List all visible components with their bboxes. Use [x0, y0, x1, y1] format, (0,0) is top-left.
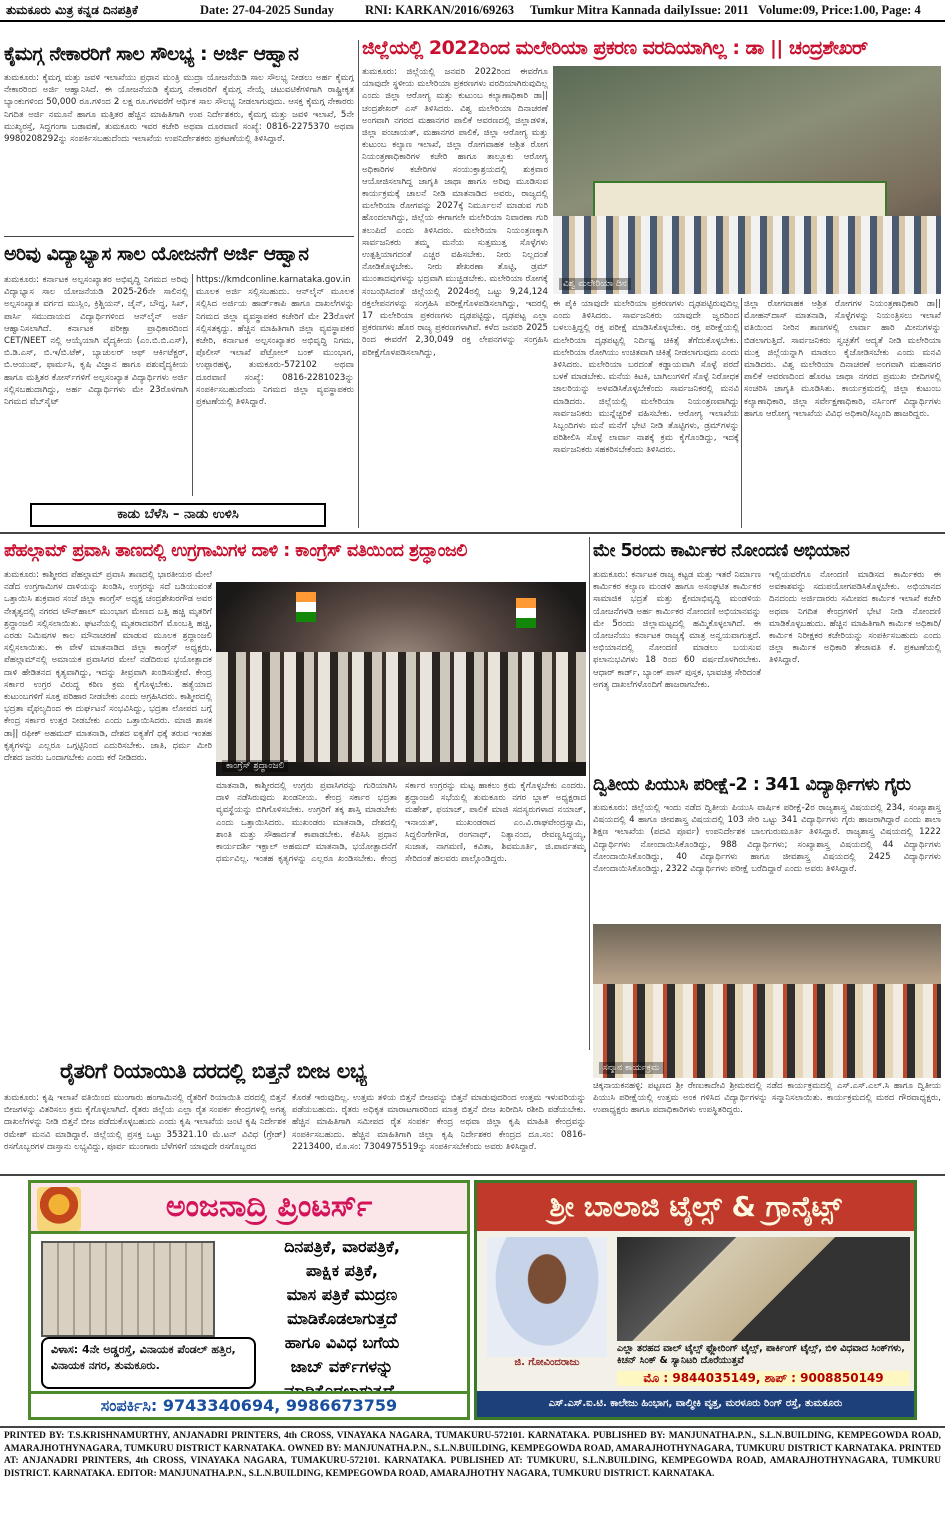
paper-logo: ತುಮಕೂರು ಮಿತ್ರ ಕನ್ನಡ ದಿನಪತ್ರಿಕೆ	[6, 3, 138, 17]
malaria-body-c: ಜಿಲ್ಲಾ ರೋಗವಾಹಕ ಆಶ್ರಿತ ರೋಗಗಳ ನಿಯಂತ್ರಣಾಧಿಕಾರಿ ಡಾ|| ಮೋಹನ್‌ದಾಸ್ ಮಾತನಾಡಿ, ಸೊಳ್ಳೆಗಳನ್ನು ನಿಯಂತ್ರಿಸಲು ಇಲಾಖೆ ವತಿಯಿಂದ ನೀರಿನ ತಾಣಗಳಲ್ಲಿ ಲಾರ್ವಾ ಹಾರಿ ಮೀನುಗಳನ್ನು ಬಿಡಲಾಗುತ್ತಿದೆ. ಸಾರ್ವಜನಿಕರು ಸ್ವಚ್ಛತೆಗೆ ಆದ್ಯತೆ ನೀಡಿ ಮಲೇರಿಯಾ ಮುಕ್ತ ಜಿಲ್ಲೆಯನ್ನಾಗಿ ಮಾಡಲು ಕೈಜೋಡಿಸಬೇಕು ಎಂದು ಮನವಿ ಮಾಡಿದರು. ವಿಶ್ವ ಮಲೇರಿಯಾ ದಿನಾಚರಣೆ ಅಂಗವಾಗಿ ಮಹಾನಗರ ಪಾಲಿಕೆ ಆವರಣದಿಂದ ಹೊರಟ ಜಾಥಾ ನಗರದ ಪ್ರಮುಖ ಬೀದಿಗಳಲ್ಲಿ ಸಂಚರಿಸಿ ಜಾಗೃತಿ ಮೂಡಿಸಿತು. ಕಾರ್ಯಕ್ರಮದಲ್ಲಿ ಜಿಲ್ಲಾ ಕುಟುಂಬ ಕಲ್ಯಾಣಾಧಿಕಾರಿ, ಜಿಲ್ಲಾ ಸರ್ವೇಕ್ಷಣಾಧಿಕಾರಿ, ನರ್ಸಿಂಗ್ ವಿದ್ಯಾರ್ಥಿಗಳು ಹಾಗೂ ಆರೋಗ್ಯ ಇಲಾಖೆಯ ವಿವಿಧ ಅಧಿಕಾರಿ/ಸಿಬ್ಬಂದಿ ಹಾಜರಿದ್ದರು.	[744, 299, 941, 419]
edu-headline: ಅರಿವು ವಿದ್ಯಾಭ್ಯಾಸ ಸಾಲ ಯೋಜನೆಗೆ ಅರ್ಜಿ ಆಹ್ವಾನ	[4, 243, 309, 265]
flag-icon	[516, 598, 536, 628]
puc-body: ತುಮಕೂರು: ಜಿಲ್ಲೆಯಲ್ಲಿ ಇಂದು ನಡೆದ ದ್ವಿತೀಯ ಪಿಯುಸಿ ವಾರ್ಷಿಕ ಪರೀಕ್ಷೆ-2ರ ರಾಜ್ಯಶಾಸ್ತ್ರ ವಿಷಯದಲ್ಲಿ 234, ಸಂಖ್ಯಾಶಾಸ್ತ್ರ ವಿಷಯದಲ್ಲಿ 4 ಹಾಗೂ ಜೀವಶಾಸ್ತ್ರ ವಿಷಯದಲ್ಲಿ 103 ಸೇರಿ ಒಟ್ಟು 341 ವಿದ್ಯಾರ್ಥಿಗಳು ಗೈರು ಹಾಜರಾಗಿದ್ದಾರೆ ಎಂದು ಶಾಲಾ ಶಿಕ್ಷಣ ಇಲಾಖೆಯ (ಪದವಿ ಪೂರ್ವ) ಉಪನಿರ್ದೇಶಕ ಬಾಲಗುರುಮೂರ್ತಿ ತಿಳಿಸಿದ್ದಾರೆ. ರಾಜ್ಯಶಾಸ್ತ್ರ ವಿಷಯದಲ್ಲಿ 1222 ವಿದ್ಯಾರ್ಥಿಗಳು ನೋಂದಾಯಿಸಿಕೊಂಡಿದ್ದು, 988 ವಿದ್ಯಾರ್ಥಿಗಳು; ಸಂಖ್ಯಾಶಾಸ್ತ್ರ ವಿಷಯದಲ್ಲಿ 44 ವಿದ್ಯಾರ್ಥಿಗಳು ನೋಂದಾಯಿಸಿಕೊಂಡಿದ್ದು, 40 ವಿದ್ಯಾರ್ಥಿಗಳು ಹಾಗೂ ಜೀವಶಾಸ್ತ್ರ ವಿಷಯದಲ್ಲಿ 2425 ವಿದ್ಯಾರ್ಥಿಗಳು ನೋಂದಾಯಿಸಿಕೊಂಡಿದ್ದು, 2322 ವಿದ್ಯಾರ್ಥಿಗಳು ಪರೀಕ್ಷೆ ಬರೆದಿದ್ದಾರೆ ಎಂದು ಅವರು ತಿಳಿಸಿದ್ದಾರೆ.	[593, 803, 941, 875]
proprietor-photo	[487, 1237, 607, 1357]
seeds-body-b: ಕೊರತೆ ಇರುವುದಿಲ್ಲ. ಉತ್ತಮ ತಳಿಯ ಬಿತ್ತನೆ ಬೀಜವನ್ನು ಬಿತ್ತನೆ ಮಾಡುವುದರಿಂದ ಉತ್ತಮ ಇಳುವರಿಯನ್ನು ಪಡೆಯಬಹುದು. ರೈತರು ಅಧಿಕೃತ ಮಾರಾಟಗಾರರಿಂದ ಮಾತ್ರ ಬಿತ್ತನೆ ಬೀಜ ಖರೀದಿಸಿ ರಶೀದಿ ಪಡೆಯಬೇಕು. ಹೆಚ್ಚಿನ ಮಾಹಿತಿಗಾಗಿ ಸಮೀಪದ ರೈತ ಸಂಪರ್ಕ ಕೇಂದ್ರ ಅಥವಾ ಜಿಲ್ಲಾ ಕೃಷಿ ಮಾಹಿತಿ ಕೇಂದ್ರವನ್ನು ಸಂಪರ್ಕಿಸಬಹುದು. ಹೆಚ್ಚಿನ ಮಾಹಿತಿಗಾಗಿ ಜಿಲ್ಲಾ ಕೃಷಿ ನಿರ್ದೇಶಕರ ಕೇಂದ್ರದ ದೂ.ಸಂ: 0816-2213400, ಮೊ.ಸಂ: 7304975519ನ್ನು ಸಂಪರ್ಕಿಸಬೇಕೆಂದು ಅವರು ತಿಳಿಸಿದ್ದಾರೆ.	[292, 1093, 586, 1152]
photo-label: ಸನ್ಮಾನ ಕಾರ್ಯಕ್ರಮ	[599, 1062, 664, 1074]
ad-phone: ಸಂಪರ್ಕಿಸಿ: 9743340694, 9986673759	[31, 1391, 467, 1417]
loan-headline: ಕೈಮಗ್ಗ ನೇಕಾರರಿಗೆ ಸಾಲ ಸೌಲಭ್ಯ : ಅರ್ಜಿ ಆಹ್ವಾನ	[4, 43, 299, 65]
photo-label: ವಿಶ್ವ ಮಲೇರಿಯಾ ದಿನ	[559, 278, 631, 290]
seeds-headline: ರೈತರಿಗೆ ರಿಯಾಯಿತಿ ದರದಲ್ಲಿ ಬಿತ್ತನೆ ಬೀಜ ಲಭ್ಯ	[60, 1059, 367, 1083]
tiles-photo	[617, 1237, 910, 1341]
column-rule	[192, 274, 193, 496]
edu-body-right: https://kmdconline.karnataka.gov.in ಮೂಲಕ ಅರ್ಜಿ ಸಲ್ಲಿಸಬಹುದು. ಆನ್‌ಲೈನ್ ಮೂಲಕ ಸಲ್ಲಿಸಿದ ಅರ್ಜಿಯ ಹಾರ್ಡ್‌ಕಾಪಿ ಹಾಗೂ ದಾಖಲೆಗಳನ್ನು ನಿಗಮದ ಜಿಲ್ಲಾ ವ್ಯವಸ್ಥಾಪಕರ ಕಚೇರಿಗೆ ಮೇ 23ರೊಳಗೆ ಸಲ್ಲಿಸತಕ್ಕದ್ದು. ಹೆಚ್ಚಿನ ಮಾಹಿತಿಗಾಗಿ ಜಿಲ್ಲಾ ವ್ಯವಸ್ಥಾಪಕರ ಕಚೇರಿ, ಕರ್ನಾಟಕ ಅಲ್ಪಸಂಖ್ಯಾತರ ಅಭಿವೃದ್ಧಿ ನಿಗಮ, ಪೊಲೀಸ್ ಇಲಾಖೆ ಪೆಟ್ರೋಲ್ ಬಂಕ್ ಮುಂಭಾಗ, ಉಪ್ಪಾರಹಳ್ಳಿ, ತುಮಕೂರು-572102 ಅಥವಾ ದೂರವಾಣಿ ಸಂಖ್ಯೆ: 0816-2281023ನ್ನು ಸಂಪರ್ಕಿಸಬಹುದೆಂದು ನಿಗಮದ ಜಿಲ್ಲಾ ವ್ಯವಸ್ಥಾಪಕರು ಪ್ರಕಟಣೆಯಲ್ಲಿ ತಿಳಿಸಿದ್ದಾರೆ.	[196, 275, 354, 408]
crowd	[216, 652, 586, 762]
candlelight-vigil-photo	[216, 582, 586, 776]
edu-body-left: ತುಮಕೂರು: ಕರ್ನಾಟಕ ಅಲ್ಪಸಂಖ್ಯಾತರ ಅಭಿವೃದ್ಧಿ ನಿಗಮದ ಅರಿವು ವಿದ್ಯಾಭ್ಯಾಸ ಸಾಲ ಯೋಜನೆಯಡಿ 2025-26ನೇ ಸಾಲಿನಲ್ಲಿ ಅಲ್ಪಸಂಖ್ಯಾತ ವರ್ಗದ ಮುಸ್ಲಿಂ, ಕ್ರಿಶ್ಚಿಯನ್, ಜೈನ್, ಬೌದ್ಧ, ಸಿಖ್, ಪಾರ್ಸಿ ಸಮುದಾಯದ ವಿದ್ಯಾರ್ಥಿಗಳಿಂದ ಆನ್‌ಲೈನ್ ಅರ್ಜಿ ಆಹ್ವಾನಿಸಲಾಗಿದೆ. ಕರ್ನಾಟಕ ಪರೀಕ್ಷಾ ಪ್ರಾಧಿಕಾರದಿಂದ CET/NEET ನಲ್ಲಿ ಆಯ್ಕೆಯಾಗಿ ವೈದ್ಯಕೀಯ (ಎಂ.ಬಿ.ಬಿ.ಎಸ್), ಬಿ.ಡಿ.ಎಸ್, ಬಿ.ಇ/ಬಿ.ಟೆಕ್, ಬ್ಯಾಚುಲರ್ ಆಫ್ ಆರ್ಕಿಟೆಕ್ಚರ್, ಬಿ.ಆಯುಷ್, ಫಾರ್ಮಸಿ, ಕೃಷಿ ವಿಜ್ಞಾನ ಹಾಗೂ ಪಶುವೈದ್ಯಕೀಯ ಹಾಗೂ ಮತ್ತಿತರ ಕೋರ್ಸ್‌ಗಳಿಗೆ ಅಲ್ಪಸಂಖ್ಯಾತ ವಿದ್ಯಾರ್ಥಿಗಳು ಅರ್ಜಿ ಸಲ್ಲಿಸಬಹುದಾಗಿದ್ದು, ಅರ್ಹ ವಿದ್ಯಾರ್ಥಿಗಳು ಮೇ 23ರೊಳಗಾಗಿ ನಿಗಮದ ವೆಬ್‌ಸೈಟ್	[4, 275, 188, 408]
service-line: ಮಾಡಿಕೊಡಲಾಗುತ್ತದೆ	[287, 1309, 397, 1328]
loan-body: ತುಮಕೂರು: ಕೈಮಗ್ಗ ಮತ್ತು ಜವಳಿ ಇಲಾಖೆಯು ಪ್ರಧಾನ ಮಂತ್ರಿ ಮುದ್ರಾ ಯೋಜನೆಯಡಿ ಸಾಲ ಸೌಲಭ್ಯ ನೀಡಲು ಅರ್ಹ ಕೈಮಗ್ಗ ನೇಕಾರರಿಂದ ಅರ್ಜಿ ಆಹ್ವಾನಿಸಿದೆ. ಈ ಯೋಜನೆಯಡಿ ಕೈಮಗ್ಗ ನೇಕಾರರಿಗೆ ಕೈಮಗ್ಗ ನೇಯ್ಗೆ ಚಟುವಟಿಕೆಗಳಿಗಾಗಿ ರಾಷ್ಟ್ರೀಕೃತ ಬ್ಯಾಂಕುಗಳಿಂದ 50,000 ರೂ.ಗಳಿಂದ 2 ಲಕ್ಷ ರೂ.ಗಳವರೆಗೆ ಆರ್ಥಿಕ ಸಾಲ ಸೌಲಭ್ಯ ನೀಡಲಾಗುವುದು. ಆಸಕ್ತ ಕೈಮಗ್ಗ ನೇಕಾರರು ನಿಗದಿತ ಅರ್ಜಿ ನಮೂನೆ ಹಾಗೂ ಮತ್ತಿತರ ಹೆಚ್ಚಿನ ಮಾಹಿತಿಗಾಗಿ ಉಪ ನಿರ್ದೇಶಕರು, ಕೈಮಗ್ಗ ಮತ್ತು ಜವಳಿ ಇಲಾಖೆ, 5ನೇ ಮುಖ್ಯರಸ್ತೆ, ಸಿದ್ದಗಂಗಾ ಬಡಾವಣೆ, ತುಮಕೂರು ಇವರ ಕಚೇರಿ ಅಥವಾ ದೂರವಾಣಿ ಸಂಖ್ಯೆ: 0816-2275370 ಅಥವಾ 9980208292ನ್ನು ಸಂಪರ್ಕಿಸಬಹುದೆಂದು ಇಲಾಖೆಯ ಉಪನಿರ್ದೇಶಕರು ಪ್ರಕಟಣೆಯಲ್ಲಿ ತಿಳಿಸಿದ್ದಾರೆ.	[4, 73, 354, 145]
section-divider	[0, 1174, 945, 1176]
divider	[4, 236, 354, 237]
service-line: ಜಾಬ್ ವರ್ಕ್‌ಗಳನ್ನು	[290, 1357, 394, 1376]
volume-price-page: Volume:09, Price:1.00, Page: 4	[758, 3, 921, 17]
malaria-body-b: ಈ ಪೈಕಿ ಯಾವುದೇ ಮಲೇರಿಯಾ ಪ್ರಕರಣಗಳು ದೃಢಪಟ್ಟಿರುವುದಿಲ್ಲ ಎಂದು ತಿಳಿಸಿದರು. ಸಾರ್ವಜನಿಕರು ಯಾವುದೇ ಜ್ವರದಿಂದ ಬಳಲುತ್ತಿದ್ದಲ್ಲಿ ರಕ್ತ ಪರೀಕ್ಷೆ ಮಾಡಿಸಿಕೊಳ್ಳಬೇಕು. ರಕ್ತ ಪರೀಕ್ಷೆಯಲ್ಲಿ ಮಲೇರಿಯಾ ದೃಢಪಟ್ಟಲ್ಲಿ ನಿರ್ದಿಷ್ಟ ಚಿಕಿತ್ಸೆ ತೆಗೆದುಕೊಳ್ಳಬೇಕು. ಮಲೇರಿಯಾ ರೋಗಿಯು ಉಚಿತವಾಗಿ ಚಿಕಿತ್ಸೆ ನೀಡಲಾಗುವುದು ಎಂದು ತಿಳಿಸಿದರು. ಮಲೇರಿಯಾ ಬರದಂತೆ ಕಡ್ಡಾಯವಾಗಿ ಸೊಳ್ಳೆ ಪರದೆ ಬಳಕೆ ಮಾಡಬೇಕು. ಮನೆಯ ಕಿಟಕಿ, ಬಾಗಿಲುಗಳಿಗೆ ಸೊಳ್ಳೆ ನಿರೋಧಕ ಜಾಲರಿಯನ್ನು ಅಳವಡಿಸಿಕೊಳ್ಳಬೇಕೆಂದು ಸಾರ್ವಜನಿಕರಲ್ಲಿ ಮನವಿ ಮಾಡಿದರು. ಜಿಲ್ಲೆಯಲ್ಲಿ ಮಲೇರಿಯಾ ನಿಯಂತ್ರಣವಾಗಿದ್ದು ಸಾರ್ವಜನಿಕರು ಮುನ್ನೆಚ್ಚರಿಕೆ ವಹಿಸಬೇಕು. ಆರೋಗ್ಯ ಇಲಾಖೆಯ ಸಿಬ್ಬಂದಿಗಳು ಮನೆ ಮನೆಗೆ ಭೇಟಿ ನೀಡಿ ತೊಟ್ಟಿಗಳು, ಡ್ರಮ್‌ಗಳನ್ನು ಪರಿಶೀಲಿಸಿ ಸೊಳ್ಳೆ ಲಾರ್ವಾ ನಾಶಕ್ಕೆ ಕ್ರಮ ಕೈಗೊಂಡಿದ್ದು, ಇದಕ್ಕೆ ಸಾರ್ವಜನಿಕರು ಸಹಕರಿಸಬೇಕೆಂದು ತಿಳಿಸಿದರು.	[553, 299, 739, 456]
ad-address: ಎಸ್.ಎಸ್.ಐ.ಟಿ. ಕಾಲೇಜು ಹಿಂಭಾಗ, ವಾಲ್ಮೀಕಿ ವೃತ್ತ, ಮರಳೂರು ರಿಂಗ್ ರಸ್ತೆ, ತುಮಕೂರು	[477, 1391, 914, 1417]
service-line: ಮಾಸ ಪತ್ರಿಕೆ ಮುದ್ರಣ	[286, 1285, 398, 1304]
proprietor-name: ಜಿ. ಗೋವಿಂದರಾಜು	[514, 1357, 580, 1368]
imprint-footer: PRINTED BY: T.S.KRISHNAMURTHY, ANJANADRI PRINTERS, 4th CROSS, VINAYAKA NAGARA, TUMAKURU-572101. KARNATAKA. PUBLISHED BY: MANJUNATHA.P.N., S.L.N.BUILDING, KEMPEGOWDA ROAD, AMARAJHOTHYNAGARA, TUMKURU DISTRICT KARNATAKA. OWNED BY: MANJUNATHA.P.N., S.L.N.BUILDING, KEMPEGOWDA ROAD, AMARAJHOTHYNAGARA, TUMKURU DISTRICT KARNATAKA. PRINTED AT: ANJANADRI PRINTERS, 4th CROSS, VINAYAKA NAGARA, TUMAKURU-572101. KARNATAKA. PUBLISHED AT: TUMKURU, S.L.N.BUILDING, KEMPEGOWDA ROAD, AMARAJHOTHYNAGARA, TUMKURU DISTRICT. KARNATAKA. EDITOR: MANJUNATHA.P.N., S.L.N.BUILDING, KEMPEGOWDA ROAD, AMARAJHOTHY NAGARA, TUMKURU DISTRICT. KARNATAKA.	[4, 1431, 941, 1479]
column-rule	[589, 537, 590, 1050]
service-line: ಪಾಕ್ಷಿಕ ಪತ್ರಿಕೆ,	[306, 1261, 378, 1280]
pahalgam-body-b: ಮಾತನಾಡಿ, ಕಾಶ್ಮೀರದಲ್ಲಿ ಉಗ್ರರು ಪ್ರವಾಸಿಗರನ್ನು ಗುರಿಯಾಗಿಸಿ ದಾಳಿ ನಡೆಸಿರುವುದು ಖಂಡನೀಯ. ಕೇಂದ್ರ ಸರ್ಕಾರ ಭದ್ರತಾ ವ್ಯವಸ್ಥೆಯನ್ನು ಬಿಗಿಗೊಳಿಸಬೇಕು. ಉಗ್ರರಿಗೆ ತಕ್ಕ ಶಾಸ್ತಿ ಮಾಡಬೇಕು ಎಂದು ಒತ್ತಾಯಿಸಿದರು. ಮುಖಂಡರು ಮಾತನಾಡಿ, ದೇಶದಲ್ಲಿ ಶಾಂತಿ ಮತ್ತು ಸೌಹಾರ್ದತೆ ಕಾಪಾಡಬೇಕು. ಕೆಪಿಸಿಸಿ ಪ್ರಧಾನ ಕಾರ್ಯದರ್ಶಿ ಇಕ್ಬಾಲ್ ಅಹಮದ್ ಮಾತನಾಡಿ, ಭಯೋತ್ಪಾದನೆಗೆ ಧರ್ಮವಿಲ್ಲ. ಇಂತಹ ಕೃತ್ಯಗಳನ್ನು ಎಲ್ಲರೂ ಖಂಡಿಸಬೇಕು. ಕೇಂದ್ರ ಸರ್ಕಾರ ಉಗ್ರರನ್ನು ಮಟ್ಟ ಹಾಕಲು ಕ್ರಮ ಕೈಗೊಳ್ಳಬೇಕು ಎಂದರು. ಶ್ರದ್ಧಾಂಜಲಿ ಸಭೆಯಲ್ಲಿ ತುಮಕೂರು ನಗರ ಬ್ಲಾಕ್ ಅಧ್ಯಕ್ಷರಾದ ಮಹೇಶ್, ಫಯಾಜ್, ಪಾಲಿಕೆ ಮಾಜಿ ಸದಸ್ಯರುಗಳಾದ ನಯಾಜ್, ಇನಾಯತ್, ಮುಖಂಡರಾದ ಎಂ.ವಿ.ರಾಘವೇಂದ್ರಸ್ವಾಮಿ, ಸಿದ್ದಲಿಂಗೇಗೌಡ, ರಂಗನಾಥ್, ನಿತ್ಯಾನಂದ, ರೇವಣ್ಣಸಿದ್ದಯ್ಯ, ಸುಜಾತ, ನಾಗಮಣಿ, ಕವಿತಾ, ಶಿವಮೂರ್ತಿ, ಜಿ.ಪಾರ್ವತಮ್ಮ ಸೇರಿದಂತೆ ಹಲವರು ಪಾಲ್ಗೊಂಡಿದ್ದರು.	[216, 781, 586, 865]
ad-phone: ಮೊ : 9844035149, ಶಾಪ್ : 9008850149	[617, 1371, 910, 1386]
ad-title: ಶ್ರೀ ಬಾಲಾಜಿ ಟೈಲ್ಸ್ & ಗ್ರಾನೈಟ್ಸ್	[477, 1183, 914, 1231]
pahalgam-headline: ಪೆಹಲ್ಗಾಮ್ ಪ್ರವಾಸಿ ತಾಣದಲ್ಲಿ ಉಗ್ರಗಾಮಿಗಳ ದಾಳಿ : ಕಾಂಗ್ರೆಸ್ ವತಿಯಿಂದ ಶ್ರದ್ಧಾಂಜಲಿ	[4, 541, 467, 561]
malaria-headline: ಜಿಲ್ಲೆಯಲ್ಲಿ 2022ರಿಂದ ಮಲೇರಿಯಾ ಪ್ರಕರಣ ವರದಿಯಾಗಿಲ್ಲ : ಡಾ || ಚಂದ್ರಶೇಖರ್	[362, 37, 868, 59]
malaria-rally-photo	[553, 66, 941, 294]
photo-label: ಕಾಂಗ್ರೆಸ್ ಶ್ರದ್ಧಾಂಜಲಿ	[222, 760, 288, 772]
section-divider	[0, 532, 945, 534]
labour-headline: ಮೇ 5ರಂದು ಕಾರ್ಮಿಕರ ನೋಂದಣಿ ಅಭಿಯಾನ	[593, 541, 850, 561]
malaria-body-a: ತುಮಕೂರು: ಜಿಲ್ಲೆಯಲ್ಲಿ ಜನವರಿ 2022ರಿಂದ ಈವರೆಗೂ ಯಾವುದೇ ಸ್ಥಳೀಯ ಮಲೇರಿಯಾ ಪ್ರಕರಣಗಳು ವರದಿಯಾಗಿರುವುದಿಲ್ಲ ಎಂದು ಜಿಲ್ಲಾ ಆರೋಗ್ಯ ಮತ್ತು ಕುಟುಂಬ ಕಲ್ಯಾಣಾಧಿಕಾರಿ ಡಾ|| ಚಂದ್ರಶೇಖರ್ ಎಸ್ ತಿಳಿಸಿದರು. ವಿಶ್ವ ಮಲೇರಿಯಾ ದಿನಾಚರಣೆ ಅಂಗವಾಗಿ ನಗರದ ಮಹಾನಗರ ಪಾಲಿಕೆ ಆವರಣದಲ್ಲಿ ಜಿಲ್ಲಾಡಳಿತ, ಜಿಲ್ಲಾ ಪಂಚಾಯತ್, ಮಹಾನಗರ ಪಾಲಿಕೆ, ಜಿಲ್ಲಾ ಆರೋಗ್ಯ ಮತ್ತು ಕುಟುಂಬ ಕಲ್ಯಾಣ ಇಲಾಖೆ, ಜಿಲ್ಲಾ ರೋಗವಾಹಕ ಆಶ್ರಿತ ರೋಗ ನಿಯಂತ್ರಣಾಧಿಕಾರಿಗಳ ಕಚೇರಿ ಹಾಗೂ ತಾಲ್ಲೂಕು ಆರೋಗ್ಯ ಅಧಿಕಾರಿಗಳ ಕಚೇರಿಗಳ ಸಂಯುಕ್ತಾಶ್ರಯದಲ್ಲಿ ಶುಕ್ರವಾರ ಆಯೋಜಿಸಲಾಗಿದ್ದ ಜಾಗೃತಿ ಜಾಥಾ ಹಾಗೂ ಅರಿವು ಮೂಡಿಸುವ ಕಾರ್ಯಕ್ರಮಕ್ಕೆ ಚಾಲನೆ ನೀಡಿ ಮಾತನಾಡಿದ ಅವರು, ರಾಜ್ಯದಲ್ಲಿ ಮಲೇರಿಯಾ ರೋಗವನ್ನು 2027ಕ್ಕೆ ನಿರ್ಮೂಲನೆ ಮಾಡುವ ಗುರಿ ಹೊಂದಲಾಗಿದ್ದು, ಜಿಲ್ಲೆಯ ಈಗಾಗಲೇ ಮಲೇರಿಯಾ ನಿವಾರಣಾ ಗುರಿ ತಲುಪಿದೆ ಎಂದು ತಿಳಿಸಿದರು. ಮಲೇರಿಯಾ ನಿಯಂತ್ರಣಕ್ಕಾಗಿ ಸಾರ್ವಜನಿಕರು ತಮ್ಮ ಮನೆಯ ಸುತ್ತಮುತ್ತ ಸೊಳ್ಳೆಗಳು ಉತ್ಪತ್ತಿಯಾಗದಂತೆ ಎಚ್ಚರ ವಹಿಸಬೇಕು. ನೀರು ನಿಲ್ಲದಂತೆ ನೋಡಿಕೊಳ್ಳಬೇಕು. ನೀರು ಶೇಖರಣಾ ತೊಟ್ಟಿ, ಡ್ರಮ್ ಮುಂತಾದವುಗಳನ್ನು ಭದ್ರವಾಗಿ ಮುಚ್ಚಿಡಬೇಕು. ಮಲೇರಿಯಾ ರೋಗಕ್ಕೆ ಸಂಬಂಧಿಸಿದಂತೆ ಜಿಲ್ಲೆಯಲ್ಲಿ 2024ರಲ್ಲಿ ಒಟ್ಟು 9,24,124 ರಕ್ತಲೇಪನಗಳನ್ನು ಸಂಗ್ರಹಿಸಿ ಪರೀಕ್ಷೆಗೊಳಪಡಿಸಲಾಗಿದ್ದು, ಇದರಲ್ಲಿ 17 ಮಲೇರಿಯಾ ಪ್ರಕರಣಗಳು ದೃಢಪಟ್ಟಿದ್ದು, ದೃಢಪಟ್ಟ ಎಲ್ಲಾ ಪ್ರಕರಣಗಳು ಹೊರ ರಾಜ್ಯ ಪ್ರಕರಣಗಳಾಗಿವೆ. ಕಳೆದ ಜನವರಿ 2025 ರಿಂದ ಈವರೆಗೆ 2,30,049 ರಕ್ತ ಲೇಪನಗಳನ್ನು ಸಂಗ್ರಹಿಸಿ ಪರೀಕ್ಷೆಗೊಳಪಡಿಸಲಾಗಿದ್ದು,	[362, 67, 548, 358]
column-rule	[358, 40, 359, 528]
paper-name: Tumkur Mitra Kannada daily	[530, 3, 691, 17]
issue-date: Date: 27-04-2025 Sunday	[200, 3, 335, 17]
ad-title: ಅಂಜನಾದ್ರಿ ಪ್ರಿಂಟರ್ಸ್	[31, 1183, 467, 1234]
flag-icon	[296, 592, 316, 622]
service-line: ದಿನಪತ್ರಿಕೆ, ವಾರಪತ್ರಿಕೆ,	[284, 1237, 400, 1256]
labour-body-a: ತುಮಕೂರು: ಕರ್ನಾಟಕ ರಾಜ್ಯ ಕಟ್ಟಡ ಮತ್ತು ಇತರೆ ನಿರ್ಮಾಣ ಕಾರ್ಮಿಕರ ಕಲ್ಯಾಣ ಮಂಡಳಿ ಹಾಗೂ ಅಸಂಘಟಿತ ಕಾರ್ಮಿಕರ ಸಾಮಾಜಿಕ ಭದ್ರತೆ ಮತ್ತು ಕ್ಷೇಮಾಭಿವೃದ್ಧಿ ಮಂಡಳಿಯ ಯೋಜನೆಗಳಡಿ ಅರ್ಹ ಕಾರ್ಮಿಕರ ನೋಂದಣಿ ಅಭಿಯಾನವನ್ನು ಮೇ 5ರಂದು ಜಿಲ್ಲಾಮಟ್ಟದಲ್ಲಿ ಹಮ್ಮಿಕೊಳ್ಳಲಾಗಿದೆ. ಈ ಯೋಜನೆಯು ಕರ್ನಾಟಕ ರಾಜ್ಯಕ್ಕೆ ಮಾತ್ರ ಅನ್ವಯವಾಗುತ್ತದೆ. ಅಭಿಯಾನದಲ್ಲಿ ನೋಂದಣಿ ಮಾಡಲು ಬಯಸುವ ಫಲಾನುಭವಿಗಳು 18 ರಿಂದ 60 ವರ್ಷದೊಳಗಿರಬೇಕು. ಆಧಾರ್ ಕಾರ್ಡ್, ಬ್ಯಾಂಕ್ ಪಾಸ್ ಪುಸ್ತಕ, ಭಾವಚಿತ್ರ ಸೇರಿದಂತೆ ಅಗತ್ಯ ದಾಖಲೆಗಳೊಂದಿಗೆ ಹಾಜರಾಗಬೇಕು.	[593, 570, 761, 690]
ad-tagline: ಎಲ್ಲಾ ತರಹದ ವಾಲ್ ಟೈಲ್ಸ್ ಫ್ಲೋರಿಂಗ್ ಟೈಲ್ಸ್, ಪಾರ್ಕಿಂಗ್ ಟೈಲ್ಸ್, ಬಿಳಿ ವಿಧವಾದ ಸಿಂಕ್‌ಗಳು, ಕಿಚನ್ ಸಿಂಕ್ & ಸ್ಯಾನಿಟರಿ ದೊರೆಯುತ್ತವೆ	[617, 1343, 905, 1366]
service-line: ಹಾಗೂ ವಿವಿಧ ಬಗೆಯ	[284, 1333, 400, 1352]
column-rule	[741, 298, 742, 528]
pahalgam-body-a: ತುಮಕೂರು: ಕಾಶ್ಮೀರದ ಪೆಹಲ್ಗಾಮ್ ಪ್ರವಾಸಿ ತಾಣದಲ್ಲಿ ಭಾರತೀಯರ ಮೇಲೆ ನಡೆದ ಉಗ್ರಗಾಮಿಗಳ ದಾಳಿಯನ್ನು ಖಂಡಿಸಿ, ಉಗ್ರರನ್ನು ಸದೆ ಬಡಿಯುವಂತೆ ಒತ್ತಾಯಿಸಿ ಶುಕ್ರವಾರ ಸಂಜೆ ಜಿಲ್ಲಾ ಕಾಂಗ್ರೆಸ್ ಅಧ್ಯಕ್ಷ ಚಂದ್ರಶೇಖರಗೌಡ ಅವರ ನೇತೃತ್ವದಲ್ಲಿ ನಗರದ ಟೌನ್‌ಹಾಲ್ ಮುಂಭಾಗ ಮೇಣದ ಬತ್ತಿ ಹಚ್ಚಿ ಮೃತರಿಗೆ ಶ್ರದ್ಧಾಂಜಲಿ ಸಲ್ಲಿಸಲಾಯಿತು. ಘಟನೆಯಲ್ಲಿ ಮೃತರಾದವರಿಗೆ ಮೊಂಬತ್ತಿ ಹಚ್ಚಿ, ಎರಡು ನಿಮಿಷಗಳ ಕಾಲ ಮೌನಾಚರಣೆ ಮಾಡುವ ಮೂಲಕ ಶ್ರದ್ಧಾಂಜಲಿ ಸಲ್ಲಿಸಲಾಯಿತು. ಈ ವೇಳೆ ಮಾತನಾಡಿದ ಜಿಲ್ಲಾ ಕಾಂಗ್ರೆಸ್ ಅಧ್ಯಕ್ಷರು, ಪೆಹಲ್ಗಾಮ್‌ನಲ್ಲಿ ಅಮಾಯಕ ಪ್ರವಾಸಿಗರ ಮೇಲೆ ನಡೆದಿರುವ ಭಯೋತ್ಪಾದಕ ದಾಳಿ ಹೇಡಿತನದ ಕೃತ್ಯವಾಗಿದ್ದು, ಇದನ್ನು ತೀವ್ರವಾಗಿ ಖಂಡಿಸುತ್ತೇವೆ. ಕೇಂದ್ರ ಸರ್ಕಾರ ಉಗ್ರರ ವಿರುದ್ಧ ಕಠಿಣ ಕ್ರಮ ಕೈಗೊಳ್ಳಬೇಕು. ಹತ್ಯೆಯಾದ ಕುಟುಂಬಗಳಿಗೆ ಸೂಕ್ತ ಪರಿಹಾರ ನೀಡಬೇಕು ಎಂದು ಆಗ್ರಹಿಸಿದರು. ಕಾಶ್ಮೀರದಲ್ಲಿ ಭದ್ರತಾ ವೈಫಲ್ಯದಿಂದ ಈ ದುರ್ಘಟನೆ ಸಂಭವಿಸಿದ್ದು, ಭದ್ರತಾ ಲೋಪದ ಬಗ್ಗೆ ಕೇಂದ್ರ ಸರ್ಕಾರ ಉತ್ತರ ನೀಡಬೇಕು ಎಂದು ಒತ್ತಾಯಿಸಿದರು. ಮಾಜಿ ಶಾಸಕ ಡಾ|| ರಫೀಕ್ ಅಹಮದ್ ಮಾತನಾಡಿ, ದೇಶದ ಐಕ್ಯತೆಗೆ ಧಕ್ಕೆ ತರುವ ಇಂತಹ ಕೃತ್ಯಗಳನ್ನು ಎಲ್ಲರೂ ಒಗ್ಗಟ್ಟಿನಿಂದ ಎದುರಿಸಬೇಕು. ಜಾತಿ, ಧರ್ಮ ಮೀರಿ ದೇಶದ ಜನರು ಒಂದಾಗಬೇಕು ಎಂದು ಕರೆ ನೀಡಿದರು.	[4, 570, 212, 764]
masthead	[0, 0, 945, 22]
section-divider	[0, 1426, 945, 1428]
issue-number: Issue: 2011	[690, 3, 749, 17]
labour-body-b: ಇಲ್ಲಿಯವರೆಗೂ ನೋಂದಣಿ ಮಾಡಿಸದ ಕಾರ್ಮಿಕರು ಈ ಅವಕಾಶವನ್ನು ಸದುಪಯೋಗಪಡಿಸಿಕೊಳ್ಳಬೇಕು. ಅಭಿಯಾನದ ದಿನದಂದು ಅರ್ಜಿದಾರರು ಸಮೀಪದ ಕಾರ್ಮಿಕ ಇಲಾಖೆ ಕಚೇರಿ ಅಥವಾ ನಿಗದಿತ ಕೇಂದ್ರಗಳಿಗೆ ಭೇಟಿ ನೀಡಿ ನೋಂದಣಿ ಮಾಡಿಕೊಳ್ಳಬಹುದು. ಹೆಚ್ಚಿನ ಮಾಹಿತಿಗಾಗಿ ಕಾರ್ಮಿಕ ಅಧಿಕಾರಿ/ಕಾರ್ಮಿಕ ನಿರೀಕ್ಷಕರ ಕಚೇರಿಯನ್ನು ಸಂಪರ್ಕಿಸಬಹುದು ಎಂದು ಜಿಲ್ಲಾ ಕಾರ್ಮಿಕ ಅಧಿಕಾರಿ ತೇಜಾವತಿ ಕೆ. ಪ್ರಕಟಣೆಯಲ್ಲಿ ತಿಳಿಸಿದ್ದಾರೆ.	[769, 570, 941, 666]
slogan-banner: ಕಾಡು ಬೆಳೆಸಿ – ನಾಡು ಉಳಿಸಿ	[30, 503, 326, 527]
felicitation-photo	[593, 924, 941, 1078]
ad-address: ವಿಳಾಸ: 4ನೇ ಅಡ್ಡರಸ್ತೆ, ವಿನಾಯಕ ಪೆಂಡಲ್ ಹತ್ತಿರ, ವಿನಾಯಕ ನಗರ, ತುಮಕೂರು.	[41, 1337, 256, 1389]
puc-photo-caption: ಚಿಕ್ಕನಾಯಕನಹಳ್ಳಿ: ಪಟ್ಟಣದ ಶ್ರೀ ರೇಣುಕಾದೇವಿ ಶ್ರೀಮಠದಲ್ಲಿ ನಡೆದ ಕಾರ್ಯಕ್ರಮದಲ್ಲಿ ಎಸ್.ಎಸ್.ಎಲ್.ಸಿ ಹಾಗೂ ದ್ವಿತೀಯ ಪಿಯುಸಿ ಪರೀಕ್ಷೆಯಲ್ಲಿ ಉತ್ತಮ ಅಂಕ ಗಳಿಸಿದ ವಿದ್ಯಾರ್ಥಿಗಳನ್ನು ಸನ್ಮಾನಿಸಲಾಯಿತು. ಕಾರ್ಯಕ್ರಮದಲ್ಲಿ ಮಠದ ಗೌರವಾಧ್ಯಕ್ಷರು, ಉಪಾಧ್ಯಕ್ಷರು ಹಾಗೂ ಪದಾಧಿಕಾರಿಗಳು ಉಪಸ್ಥಿತರಿದ್ದರು.	[593, 1081, 941, 1116]
puc-headline: ದ್ವಿತೀಯ ಪಿಯುಸಿ ಪರೀಕ್ಷೆ-2 : 341 ವಿದ್ಯಾರ್ಥಿಗಳು ಗೈರು	[593, 775, 911, 795]
hanuman-icon	[37, 1187, 81, 1231]
anjanadri-printers-ad	[28, 1180, 470, 1420]
rni-number: RNI: KARKAN/2016/69263	[365, 3, 514, 17]
seeds-body-a: ತುಮಕೂರು: ಕೃಷಿ ಇಲಾಖೆ ವತಿಯಿಂದ ಮುಂಗಾರು ಹಂಗಾಮಿನಲ್ಲಿ ರೈತರಿಗೆ ರಿಯಾಯಿತಿ ದರದಲ್ಲಿ ಬಿತ್ತನೆ ಬೀಜಗಳನ್ನು ವಿತರಿಸಲು ಕ್ರಮ ಕೈಗೊಳ್ಳಲಾಗಿದೆ. ರೈತರು ಜಿಲ್ಲೆಯ ಎಲ್ಲಾ ರೈತ ಸಂಪರ್ಕ ಕೇಂದ್ರಗಳಲ್ಲಿ ಅಗತ್ಯ ದಾಖಲೆಗಳನ್ನು ನೀಡಿ ಬಿತ್ತನೆ ಬೀಜ ಪಡೆದುಕೊಳ್ಳಬಹುದು ಎಂದು ಕೃಷಿ ಇಲಾಖೆಯ ಜಂಟಿ ಕೃಷಿ ನಿರ್ದೇಶಕ ರಮೇಶ್ ಮನವಿ ಮಾಡಿದ್ದಾರೆ. ಜಿಲ್ಲೆಯಲ್ಲಿ ಪ್ರಸಕ್ತ ಒಟ್ಟು 35321.10 ಮೆ.ಟನ್ ವಿವಿಧ (ಗ್ರೇಡ್) ರಸಗೊಬ್ಬರಗಳ ದಾಸ್ತಾನು ಲಭ್ಯವಿದ್ದು, ಪೂರ್ವ ಮುಂಗಾರು ಬೆಳೆಗಳಿಗೆ ಯಾವುದೇ ರಸಗೊಬ್ಬರದ	[4, 1093, 286, 1152]
balaji-tiles-ad	[474, 1180, 917, 1420]
ad-services	[221, 1235, 463, 1403]
shop-photo	[41, 1241, 215, 1337]
